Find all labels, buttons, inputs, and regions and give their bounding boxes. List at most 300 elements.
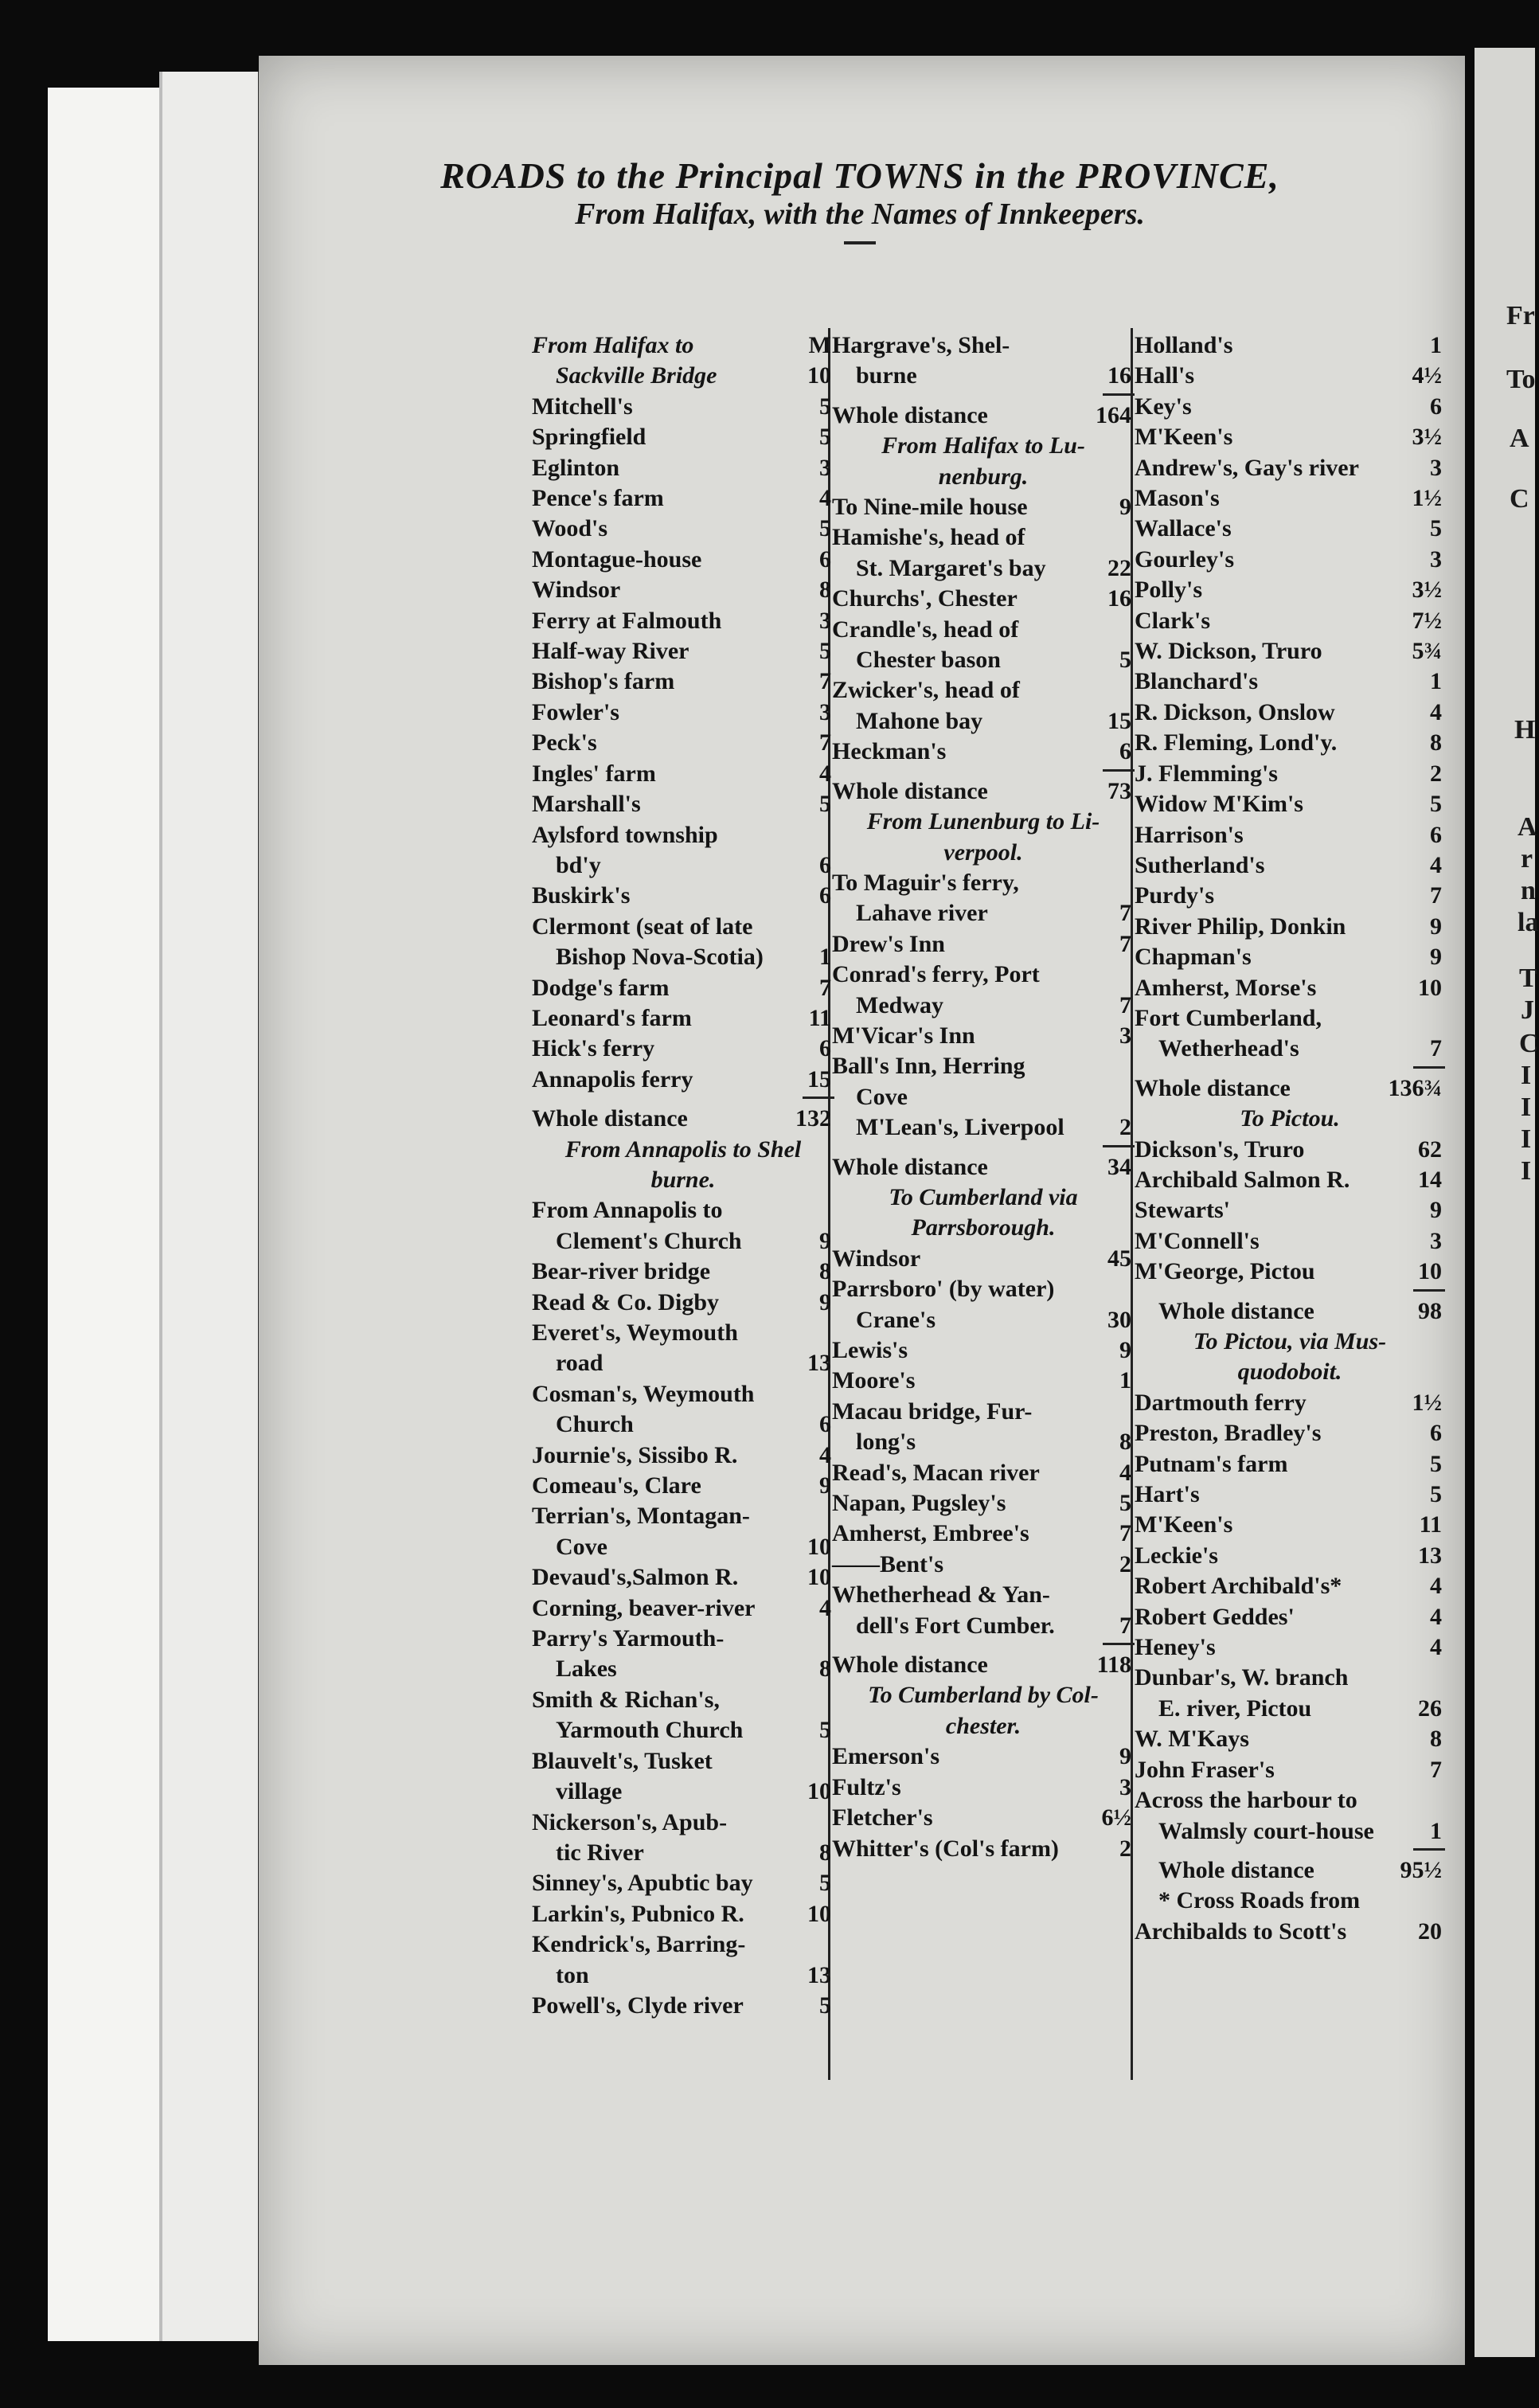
distance-miles: 6 [1119,738,1131,765]
distance-miles: 22 [1107,554,1131,581]
place-name: Wallace's [1135,515,1232,542]
list-item [832,675,1135,706]
list-item [532,942,834,972]
place-name: W. Dickson, Truro [1135,638,1322,665]
distance-miles: 5 [819,515,831,542]
edge-letter: la [1518,908,1539,937]
place-name: From Annapolis to [532,1197,723,1224]
column-2 [832,330,1135,1864]
place-name: Dunbar's, W. branch [1135,1664,1349,1691]
distance-miles: 2 [1430,760,1442,787]
distance-miles: 3 [1119,1022,1131,1049]
distance-miles: 15 [1107,707,1131,734]
distance-miles: 11 [1419,1511,1442,1538]
place-name: River Philip, Donkin [1135,913,1346,940]
place-name: Windsor [832,1245,921,1272]
distance-miles: 4½ [1412,362,1442,389]
section-header: quodoboit. [1237,1358,1342,1386]
place-name: Macau bridge, Fur- [832,1398,1033,1425]
route-list [1135,1135,1445,1288]
distance-miles: 1 [1430,668,1442,695]
distance-miles: 1 [1430,332,1442,358]
total-row: Whole distance 34 [832,1153,1131,1180]
place-name: Heney's [1135,1634,1216,1661]
total-rule [1413,1289,1445,1292]
place-name: Corning, beaver-river [532,1594,756,1621]
distance-miles: 8 [1430,729,1442,756]
list-item [832,1082,1135,1112]
place-name: Crandle's, head of [832,616,1019,643]
place-name: Cove [556,1533,607,1560]
list-item [832,522,1135,553]
list-item [1135,912,1445,942]
list-item [532,483,834,514]
list-item [532,1777,834,1807]
place-name: Churchs', Chester [832,585,1018,612]
list-item [532,1654,834,1684]
list-item [1135,942,1445,972]
total-rule [1103,1145,1135,1147]
edge-letter: I [1521,1061,1532,1090]
section-header: nenburg. [938,463,1029,490]
place-name: village [556,1778,623,1805]
list-item [1135,759,1445,789]
list-item [1135,728,1445,758]
route-list [832,868,1135,1143]
list-item [1135,850,1445,881]
route-list [832,1742,1135,1864]
column-1 [532,330,834,2021]
distance-miles: 4 [1430,698,1442,725]
distance-miles: 9 [1119,494,1131,521]
place-name: Widow M'Kim's [1135,791,1303,818]
place-name: Key's [1135,393,1192,420]
total-row: Whole distance 98 [1158,1297,1442,1324]
distance-miles: 3 [1430,545,1442,573]
list-item [1135,1165,1445,1195]
list-item [532,912,834,942]
distance-miles: 13 [1418,1542,1442,1569]
list-item [832,1244,1135,1274]
place-name: Powell's, Clyde river [532,1992,744,2019]
section-header: From Lunenburg to Li- [866,808,1100,835]
place-name: Mitchell's [532,393,633,420]
place-name: Peck's [532,729,597,756]
list-item [532,392,834,422]
route-list [832,1244,1135,1641]
section-header: From Halifax to M [532,332,831,358]
place-name: Montague-house [532,545,702,573]
list-item [532,1195,834,1226]
list-item [532,1440,834,1471]
place-name: Springfield [532,424,646,451]
distance-miles: 7 [819,974,831,1001]
page-subtitle: From Halifax, with the Names of Innkeepers. [575,197,1145,231]
place-name: Pence's farm [532,485,664,512]
list-item [532,850,834,881]
distance-miles: 9 [1430,944,1442,971]
list-item [1135,1418,1445,1448]
place-name: M'Keen's [1135,424,1233,451]
distance-miles: 10 [807,1564,831,1591]
distance-miles: 9 [819,1227,831,1254]
right-page-edge [1475,48,1539,2357]
place-name: Sinney's, Apubtic bay [532,1870,753,1897]
list-item [832,1611,1135,1641]
place-name: Lahave river [856,900,988,927]
list-item [532,636,834,666]
distance-miles: 5 [819,393,831,420]
place-name: Larkin's, Pubnico R. [532,1900,744,1927]
list-item [532,1929,834,1960]
place-name: St. Margaret's bay [856,554,1046,581]
place-name: Ingles' farm [532,760,656,787]
place-name: Mahone bay [856,707,983,734]
distance-miles: 4 [1430,851,1442,878]
place-name: Ferry at Falmouth [532,607,722,634]
place-name: Lewis's [832,1337,908,1363]
distance-miles: 1 [1430,1817,1442,1844]
place-name: M'George, Pictou [1135,1258,1315,1285]
list-item [532,1226,834,1257]
list-item [1135,1003,1445,1034]
section-header: verpool. [943,838,1023,866]
list-item [532,545,834,575]
place-name: Parrsboro' (by water) [832,1276,1055,1303]
distance-miles: 7 [1119,1612,1131,1639]
route-list [1135,330,1445,1065]
list-item [532,1409,834,1440]
place-name: Amherst, Morse's [1135,974,1317,1001]
distance-miles: 16 [1107,362,1131,389]
edge-letter: C [1510,484,1529,514]
distance-miles: 6 [819,851,831,878]
list-item [832,1580,1135,1610]
place-name: Clement's Church [556,1227,742,1254]
distance-miles: 1 [819,944,831,971]
place-name: Zwicker's, head of [832,677,1020,704]
place-name: Hargrave's, Shel- [832,332,1010,358]
list-item [832,492,1135,522]
place-name: road [556,1350,603,1377]
place-name: Heckman's [832,738,947,765]
distance-miles: 5 [819,638,831,665]
distance-miles: 8 [1119,1429,1131,1456]
list-item [532,1532,834,1562]
list-item [1135,1785,1445,1816]
edge-letter: To [1506,365,1536,394]
place-name: Half-way River [532,638,689,665]
list-item [532,1065,834,1095]
place-name: Conrad's ferry, Port [832,961,1040,988]
route-list [532,392,834,1095]
total-rule [1103,1643,1135,1645]
distance-miles: 3½ [1412,424,1442,451]
place-name: Comeau's, Clare [532,1472,701,1499]
list-item [1135,1257,1445,1287]
list-item [832,1397,1135,1427]
list-item [532,1379,834,1409]
place-name: John Fraser's [1135,1756,1275,1783]
list-item [1135,636,1445,666]
distance-miles: 3 [819,454,831,481]
place-name: Amherst, Embree's [832,1520,1029,1547]
total-row: Whole distance 118 [832,1652,1131,1679]
section-header: burne. [650,1166,716,1193]
list-item [532,1808,834,1838]
edge-letter: I [1521,1124,1532,1154]
place-name: Marshall's [532,791,641,818]
list-item [532,1746,834,1777]
list-item [832,553,1135,584]
place-name: Harrison's [1135,821,1244,848]
list-item [532,1685,834,1715]
section-header: From Annapolis to Shel [564,1136,802,1163]
place-name: Windsor [532,577,621,604]
distance-miles: 10 [807,1900,831,1927]
distance-miles: 5 [1430,1481,1442,1508]
list-item [832,1519,1135,1549]
place-name: Smith & Richan's, [532,1686,720,1713]
place-name: Buskirk's [532,882,631,909]
distance-miles: 6 [819,1035,831,1062]
distance-miles: 45 [1107,1245,1131,1272]
edge-letter: A [1518,812,1537,842]
place-name: Clark's [1135,607,1211,634]
list-item [532,1348,834,1378]
distance-miles: 6 [1430,821,1442,848]
total-row: Whole distance 95½ [1158,1856,1442,1883]
list-item [832,1366,1135,1396]
list-item [532,1318,834,1348]
list-item [832,1021,1135,1051]
place-name: ton [556,1961,589,1988]
place-name: Chapman's [1135,944,1252,971]
list-item [1135,606,1445,636]
left-page-edge-inner [159,72,266,2341]
distance-miles: 4 [819,485,831,512]
list-item [832,1427,1135,1457]
distance-miles: 11 [808,1004,831,1031]
distance-miles: 8 [819,1656,831,1683]
distance-miles: 7 [1119,900,1131,927]
list-item [532,789,834,819]
list-item [832,1335,1135,1366]
distance-miles: 7 [819,668,831,695]
list-item [1135,666,1445,697]
list-item [832,1742,1135,1772]
distance-miles: 1½ [1412,1389,1442,1416]
place-name: Kendrick's, Barring- [532,1931,746,1958]
list-item [832,1274,1135,1304]
distance-miles: 7 [1119,930,1131,957]
list-item [532,1593,834,1624]
list-item [832,1550,1135,1580]
place-name: burne [856,362,917,389]
footnote: * Cross Roads from [1158,1887,1361,1914]
distance-miles: 6 [1430,1420,1442,1447]
list-item [832,1834,1135,1864]
place-name: Napan, Pugsley's [832,1490,1006,1517]
place-name: Terrian's, Montagan- [532,1503,750,1530]
place-name: bd'y [556,851,601,878]
place-name: E. river, Pictou [1158,1695,1312,1722]
list-item [532,1562,834,1593]
total-row: Whole distance 164 [832,401,1131,428]
place-name: Whitter's (Col's farm) [832,1835,1059,1862]
total-rule [803,1096,834,1099]
distance-miles: 8 [819,1839,831,1866]
place-name: Eglinton [532,454,620,481]
place-name: Gourley's [1135,545,1234,573]
place-name: Parry's Yarmouth- [532,1625,725,1652]
list-item [1135,330,1445,361]
list-item [1135,1541,1445,1571]
place-name: Preston, Bradley's [1135,1420,1322,1447]
distance-miles: 9 [1430,1197,1442,1224]
list-item [532,973,834,1003]
list-item [532,1034,834,1064]
distance-miles: 3½ [1412,577,1442,604]
edge-letter: J [1521,995,1534,1025]
distance-miles: 6½ [1101,1804,1131,1831]
distance-miles: 4 [819,760,831,787]
list-item [1135,1388,1445,1418]
distance-miles: 7 [819,729,831,756]
place-name: Journie's, Sissibo R. [532,1441,738,1468]
list-item [532,1715,834,1745]
place-name: M'Lean's, Liverpool [856,1114,1064,1141]
route-list [832,330,1135,392]
edge-letter: I [1521,1093,1532,1122]
place-name: Fultz's [832,1773,901,1800]
distance-miles: 7 [1430,1035,1442,1062]
place-name: Read & Co. Digby [532,1288,720,1315]
list-item [832,1803,1135,1833]
list-item [832,645,1135,675]
edge-letter: A [1510,424,1529,453]
distance-miles: 7 [1119,1520,1131,1547]
list-item [532,575,834,605]
list-item [832,1051,1135,1081]
place-name: Polly's [1135,577,1203,604]
place-name: M'Keen's [1135,1511,1233,1538]
distance-miles: 5 [1430,791,1442,818]
distance-miles: 2 [1119,1114,1131,1141]
distance-miles: 9 [819,1472,831,1499]
distance-miles: 5 [1430,515,1442,542]
list-item [1135,1510,1445,1540]
place-name: Moore's [832,1367,916,1394]
total-rule [1103,393,1135,396]
distance-miles: 15 [807,1065,831,1093]
place-name: Cove [856,1083,908,1110]
distance-miles: 16 [1107,585,1131,612]
list-item [532,1991,834,2021]
edge-letter: C [1519,1029,1539,1058]
distance-miles: 6 [819,882,831,909]
place-name: Blanchard's [1135,668,1259,695]
list-item [532,759,834,789]
page-title: ROADS to the Principal TOWNS in the PROVINCE, [440,155,1279,196]
place-name: tic River [556,1839,644,1866]
place-name: dell's Fort Cumber. [856,1612,1055,1639]
distance-miles: 3 [819,607,831,634]
place-name: M'Connell's [1135,1227,1260,1254]
distance-miles: 8 [1430,1726,1442,1753]
place-name: Lakes [556,1656,617,1683]
place-name: Fletcher's [832,1804,933,1831]
distance-miles: 8 [819,577,831,604]
place-name: Hamishe's, head of [832,524,1025,551]
place-name: Hick's ferry [532,1035,655,1062]
section-header: To Pictou. [1240,1105,1340,1132]
list-item [532,1501,834,1531]
distance-miles: 10 [1418,974,1442,1001]
distance-miles: 5 [1430,1450,1442,1477]
place-name: Archibald Salmon R. [1135,1166,1350,1193]
place-name: Fowler's [532,698,619,725]
place-name: W. M'Kays [1135,1726,1249,1753]
distance-miles: 4 [1430,1573,1442,1600]
place-name: Cosman's, Weymouth [532,1380,755,1407]
list-item [1135,545,1445,575]
route-list [832,492,1135,768]
place-name: J. Flemming's [1135,760,1278,787]
place-name: Drew's Inn [832,930,945,957]
place-name: Across the harbour to [1135,1787,1357,1814]
distance-miles: 2 [1119,1835,1131,1862]
page-header [287,155,1433,244]
edge-letter: r [1521,844,1533,874]
list-item [1135,820,1445,850]
distance-miles: 5 [819,791,831,818]
list-item [532,1899,834,1929]
section-header: From Halifax to Lu- [881,432,1085,459]
place-name: Bear-river bridge [532,1258,711,1285]
total-rule [1413,1848,1445,1851]
distance-miles: 1 [1119,1367,1131,1394]
list-item [832,361,1135,391]
list-item [1135,361,1445,391]
distance-miles: 5 [1119,647,1131,674]
place-name: Robert Archibald's* [1135,1573,1342,1600]
list-item [1135,1195,1445,1226]
distance-miles: 4 [1119,1459,1131,1486]
place-name: Putnam's farm [1135,1450,1288,1477]
distance-miles: 4 [1430,1603,1442,1630]
list-item [1135,789,1445,819]
place-name: Stewarts' [1135,1197,1230,1224]
place-name: Chester bason [856,647,1001,674]
place-name: Mason's [1135,485,1220,512]
distance-miles: 3 [1430,1227,1442,1254]
place-name: Yarmouth Church [556,1717,744,1744]
list-item [1135,1632,1445,1663]
distance-miles: 5 [819,1992,831,2019]
list-item [1135,1602,1445,1632]
place-name: Whetherhead & Yan- [832,1581,1050,1609]
place-name: Andrew's, Gay's river [1135,454,1359,481]
title-rule [844,241,876,244]
distance-miles: 5 [1119,1490,1131,1517]
place-name: Sutherland's [1135,851,1265,878]
edge-letter: H [1514,715,1536,745]
place-name: Dodge's farm [532,974,670,1001]
list-item [1135,1034,1445,1064]
section-header: To Cumberland by Col- [868,1682,1099,1709]
place-name: Holland's [1135,332,1233,358]
